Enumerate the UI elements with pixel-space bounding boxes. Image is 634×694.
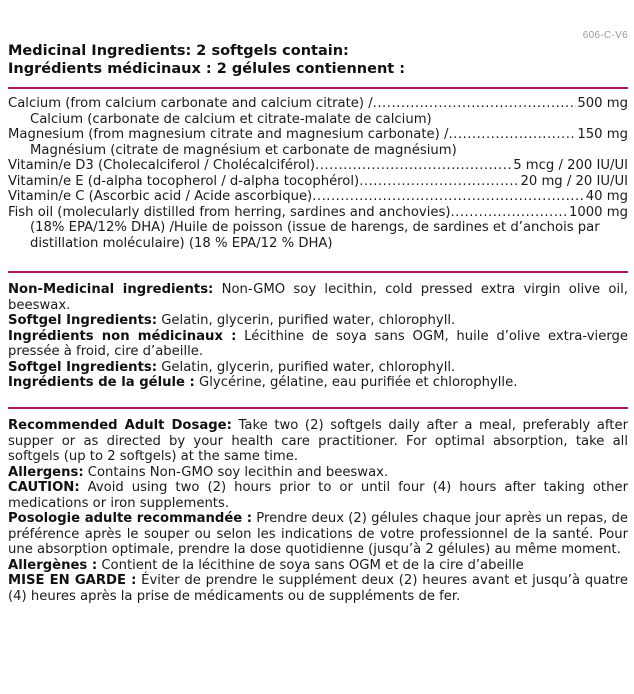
ingredient-label: Vitamin/e D3 (Cholecalciferol / Cholécalciférol) <box>8 158 316 173</box>
non-medicinal-en <box>8 282 628 313</box>
leader-dots <box>450 205 568 221</box>
allergens-en <box>8 465 628 481</box>
caution-en <box>8 480 628 511</box>
ingredient-amount: 5 mcg / 200 IU/UI <box>513 158 628 173</box>
leader-dots <box>315 158 512 174</box>
allergens-fr <box>8 558 628 574</box>
ingredient-magnesium <box>8 127 628 158</box>
ingredient-amount: 1000 mg <box>569 204 628 220</box>
ingredient-amount: 40 mg <box>585 189 628 204</box>
softgel-label: Softgel Ingredients: <box>8 313 157 328</box>
allergens-label: Allergens: <box>8 464 84 480</box>
dosage-en <box>8 418 628 465</box>
header-french: Ingrédients médicinaux : 2 gélules contiennent : <box>8 61 406 77</box>
ingredient-label: Calcium (from calcium carbonate and calcium citrate) / <box>8 96 373 111</box>
caution-text: Avoid using two (2) hours prior to or until four (4) hours after taking other medications or iron supplements. <box>8 480 628 511</box>
leader-dots <box>373 96 577 112</box>
gelule-text: Glycérine, gélatine, eau purifiée et chlorophylle. <box>194 375 518 390</box>
dosage-fr <box>8 511 628 558</box>
non-medicinal-label-fr: Ingrédients non médicinaux : <box>8 328 237 344</box>
non-medicinal-text: Non-GMO soy lecithin, cold pressed extra virgin olive oil, beeswax. <box>8 282 628 313</box>
softgel-text: Gelatin, glycerin, purified water, chlorophyll. <box>157 359 456 375</box>
allergenes-text: Contient de la lécithine de soya sans OGM et de la cire d’abeille <box>97 557 524 573</box>
non-medicinal-section <box>8 282 628 391</box>
allergenes-label: Allergènes : <box>8 557 98 573</box>
caution-label: CAUTION: <box>8 480 80 495</box>
ingredient-french: (18% EPA/12% DHA) /Huile de poisson (issue de harengs, de sardines et d’anchois par distillation moléculaire) (18 % EPA/12 % DHA) <box>30 220 600 251</box>
divider-rule <box>8 87 628 89</box>
gelule-ingredients-fr <box>8 375 628 391</box>
ingredient-amount: 20 mg / 20 IU/UI <box>520 173 628 189</box>
non-medicinal-fr <box>8 329 628 360</box>
caution-fr <box>8 573 628 604</box>
dosage-label: Recommended Adult Dosage: <box>8 418 232 433</box>
gelule-label: Ingrédients de la gélule : <box>8 375 195 390</box>
ingredient-amount: 500 mg <box>577 96 628 111</box>
product-code: 606-C-V6 <box>582 30 628 41</box>
ingredient-calcium <box>8 96 628 127</box>
softgel-text: Gelatin, glycerin, purified water, chlorophyll. <box>157 313 456 328</box>
allergens-text: Contains Non-GMO soy lecithin and beeswax. <box>83 464 389 480</box>
leader-dots <box>448 127 576 143</box>
ingredient-fish-oil <box>8 205 628 252</box>
ingredient-french: Magnésium (citrate de magnésium et carbonate de magnésium) <box>30 142 457 158</box>
ingredient-label: Vitamin/e E (d-alpha tocopherol / d-alpha tocophérol) <box>8 173 360 189</box>
ingredient-vitamin-d3 <box>8 158 628 174</box>
posologie-label: Posologie adulte recommandée : <box>8 511 253 526</box>
softgel-label: Softgel Ingredients: <box>8 359 157 375</box>
ingredient-french: Calcium (carbonate de calcium et citrate-malate de calcium) <box>30 111 432 127</box>
ingredient-label: Vitamin/e C (Ascorbic acid / Acide ascorbique) <box>8 189 313 204</box>
ingredient-label: Fish oil (molecularly distilled from herring, sardines and anchovies) <box>8 204 451 220</box>
header-english: Medicinal Ingredients: 2 softgels contain: <box>8 43 349 59</box>
posologie-text: Prendre deux (2) gélules chaque jour après un repas, de préférence après le souper ou selon les indications de votre professionnel de la santé. Pour une absorption optimale, prendre la dose quotidienne (jusqu’à 2 gélules) au même moment. <box>8 511 629 557</box>
non-medicinal-text-fr: Lécithine de soya sans OGM, huile d’olive extra-vierge pressée à froid, cire d’abeille. <box>8 328 628 359</box>
leader-dots <box>312 189 585 205</box>
divider-rule <box>8 271 628 273</box>
medicinal-ingredients-list <box>8 96 628 251</box>
ingredient-amount: 150 mg <box>577 127 628 142</box>
mise-en-garde-text: Éviter de prendre le supplément deux (2) heures avant et jusqu’à quatre (4) heures après la prise de médicaments ou de suppléments de fer. <box>8 573 628 604</box>
medicinal-header <box>8 42 628 78</box>
divider-rule <box>8 407 628 409</box>
softgel-ingredients-repeat <box>8 360 628 376</box>
ingredient-label: Magnesium (from magnesium citrate and magnesium carbonate) / <box>8 127 449 142</box>
directions-section <box>8 418 628 604</box>
leader-dots <box>359 174 519 190</box>
ingredient-vitamin-e <box>8 174 628 190</box>
ingredient-vitamin-c <box>8 189 628 205</box>
mise-en-garde-label: MISE EN GARDE : <box>8 573 137 588</box>
non-medicinal-label: Non-Medicinal ingredients: <box>8 282 214 297</box>
dosage-text: Take two (2) softgels daily after a meal, preferably after supper or as directed by your health care practitioner. For optimal absorption, take all softgels (up to 2 softgels) at the same time. <box>8 418 628 464</box>
softgel-ingredients-en <box>8 313 628 329</box>
